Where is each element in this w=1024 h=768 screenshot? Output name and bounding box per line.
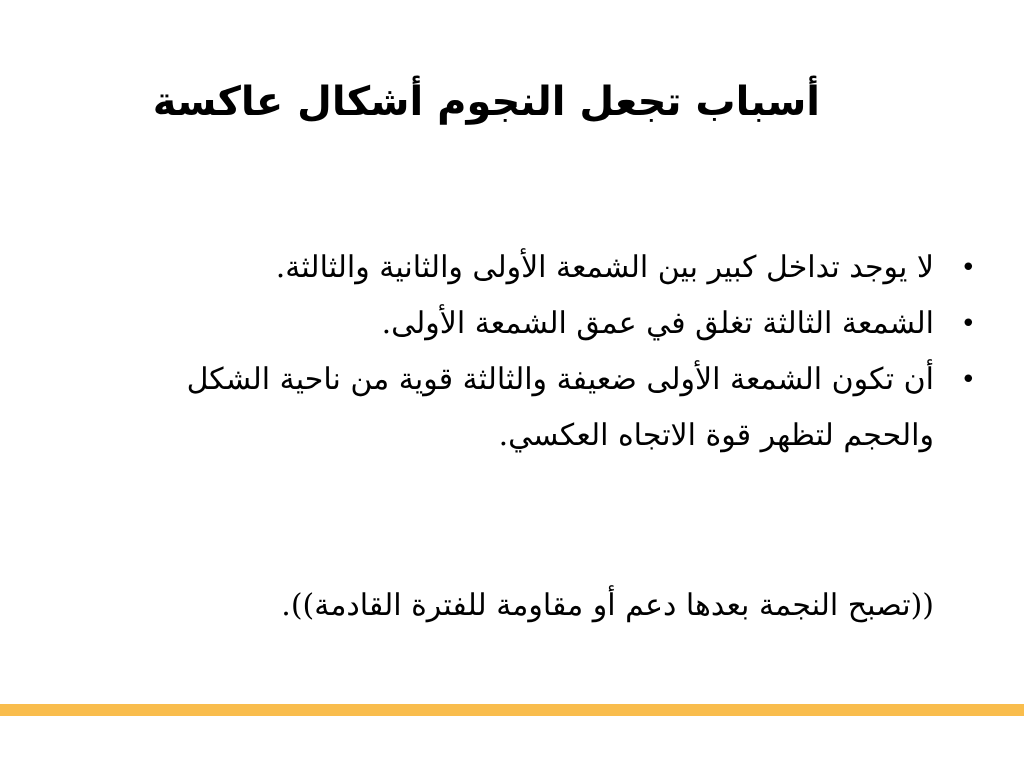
list-item [164,352,984,464]
bullet-icon: • [960,253,976,283]
list-item [164,240,984,296]
bullet-text: أن تكون الشمعة الأولى ضعيفة والثالثة قوية من ناحية الشكل والحجم لتظهر قوة الاتجاه العكسي. [186,362,934,453]
list-item [164,296,984,352]
accent-bar [0,704,1024,716]
note-text: ((تصبح النجمة بعدها دعم أو مقاومة للفترة القادمة)). [281,588,934,623]
bullet-icon: • [960,309,976,339]
bullet-text: الشمعة الثالثة تغلق في عمق الشمعة الأولى. [381,306,934,341]
bullet-text: لا يوجد تداخل كبير بين الشمعة الأولى والثانية والثالثة. [275,250,934,285]
bullet-icon: • [960,365,976,395]
bullet-list [164,240,984,464]
slide-title: أسباب تجعل النجوم أشكال عاكسة [152,79,820,125]
